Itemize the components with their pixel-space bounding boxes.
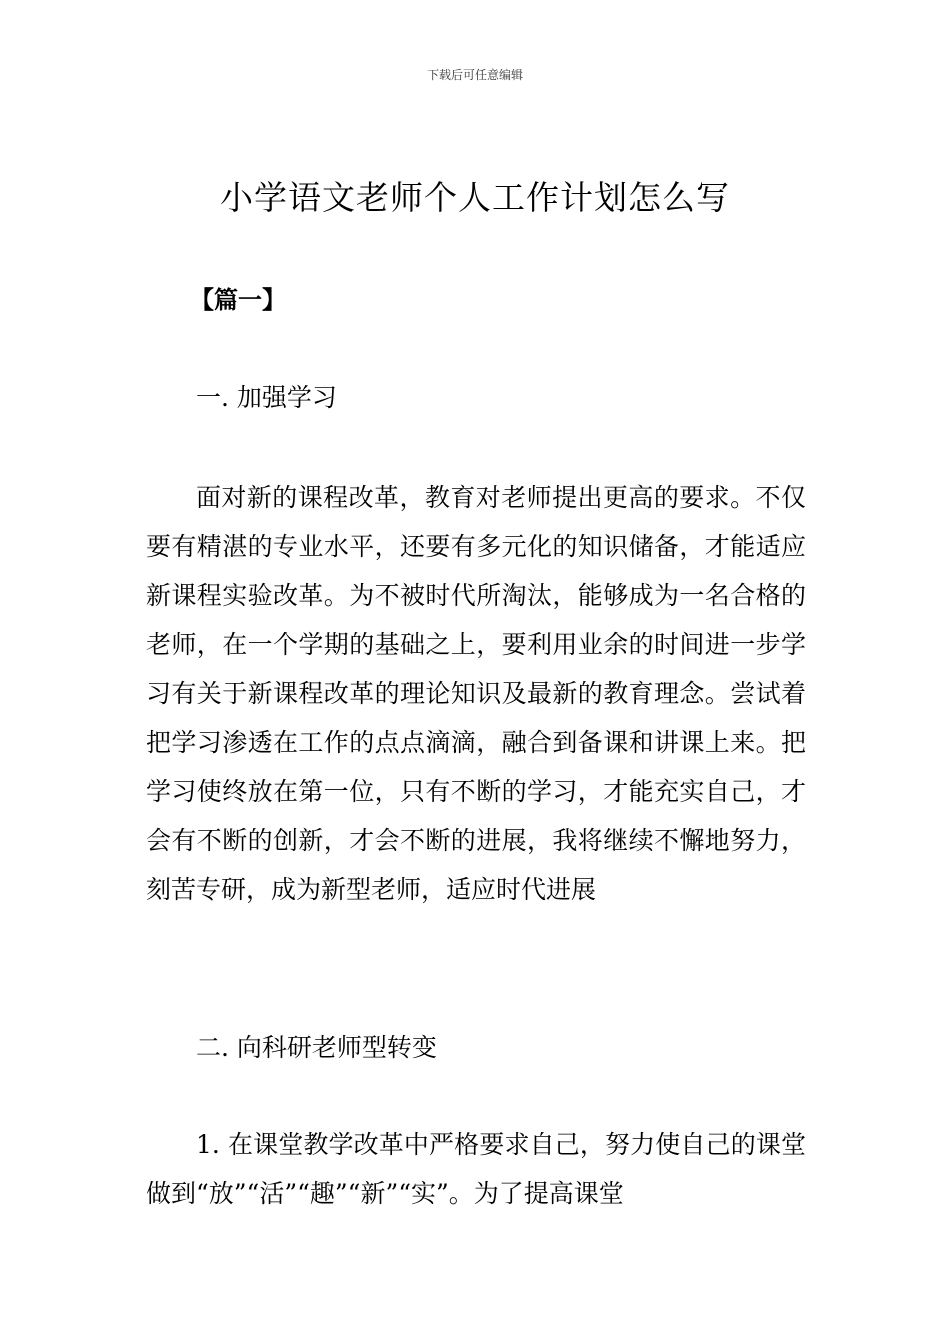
heading-strengthen-learning: 一. 加强学习 (196, 383, 337, 412)
heading-research-teacher: 二. 向科研老师型转变 (196, 1033, 437, 1062)
document-title: 小学语文老师个人工作计划怎么写 (220, 178, 730, 217)
paragraph-learning: 面对新的课程改革，教育对老师提出更高的要求。不仅要有精湛的专业水平，还要有多元化的知识储备，才能适应新课程实验改革。为不被时代所淘汰，能够成为一名合格的老师，在一个学期的基础之上，要利用业余的时间进一步学习有关于新课程改革的理论知识及最新的教育理念。尝试着把学习渗透在工作的点点滴滴，融合到备课和讲课上来。把学习使终放在第一位，只有不断的学习，才能充实自己，才会有不断的创新，才会不断的进展，我将继续不懈地努力，刻苦专研，成为新型老师，适应时代进展 (146, 483, 806, 904)
section-tag: 【篇一】 (190, 285, 286, 314)
page-header-note: 下载后可任意编辑 (426, 68, 523, 82)
paragraph-classroom-reform: 1. 在课堂教学改革中严格要求自己，努力使自己的课堂做到“放”“活”“趣”“新”“实”。为了提高课堂 (146, 1130, 806, 1208)
